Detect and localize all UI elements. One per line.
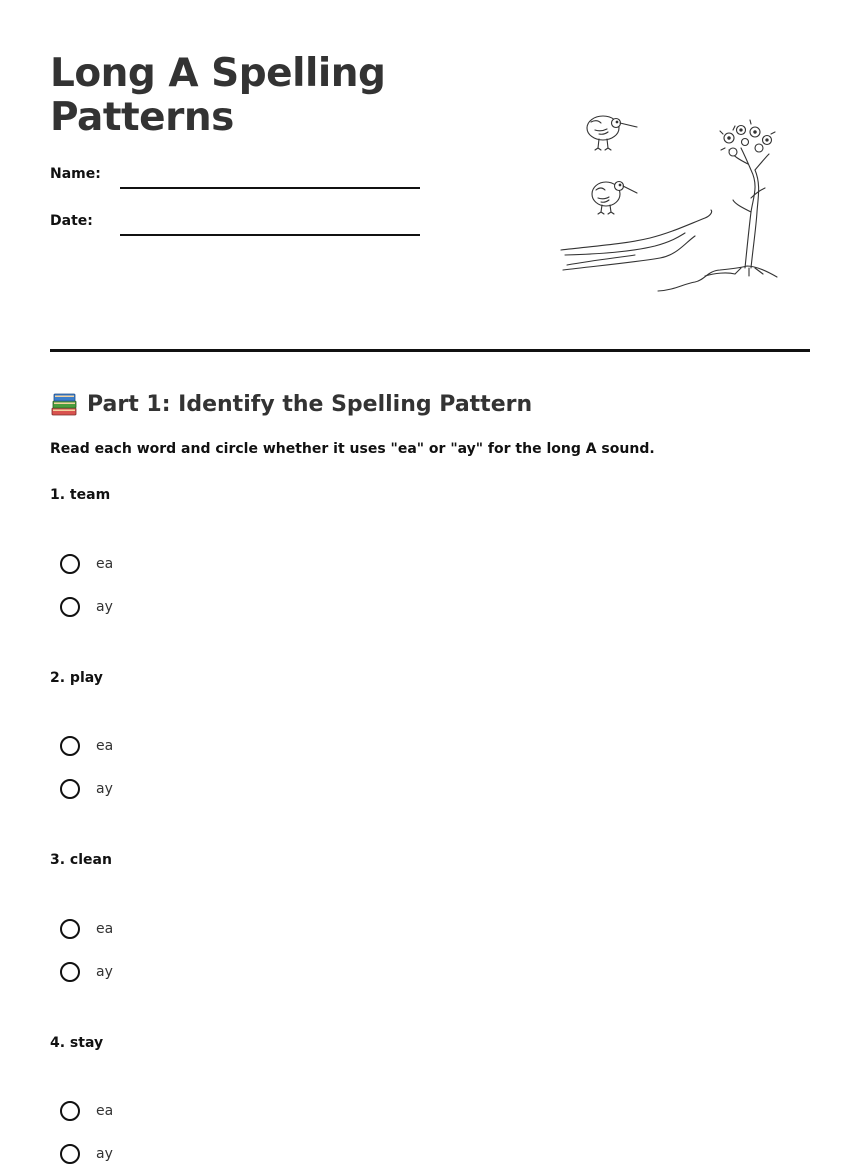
question-1-option-ay[interactable] xyxy=(60,595,113,619)
option-label: ea xyxy=(96,1103,114,1119)
question-3-option-ea[interactable] xyxy=(60,917,113,941)
radio-circle-icon[interactable] xyxy=(60,1144,80,1164)
radio-circle-icon[interactable] xyxy=(60,919,80,939)
question-2-label: 2. play xyxy=(50,670,103,686)
section-divider xyxy=(50,349,810,352)
option-label: ay xyxy=(96,964,113,980)
part1-instructions: Read each word and circle whether it uses "ea" or "ay" for the long A sound. xyxy=(50,441,655,457)
question-1-option-ea[interactable] xyxy=(60,552,113,576)
question-4-label: 4. stay xyxy=(50,1035,104,1051)
question-3 xyxy=(50,852,810,992)
date-field[interactable] xyxy=(120,234,420,236)
option-label: ea xyxy=(96,738,114,754)
radio-circle-icon[interactable] xyxy=(60,1101,80,1121)
radio-circle-icon[interactable] xyxy=(60,962,80,982)
name-field[interactable] xyxy=(120,187,420,189)
option-label: ay xyxy=(96,781,113,797)
kiwi-birds-and-tree-icon xyxy=(555,108,785,298)
radio-circle-icon[interactable] xyxy=(60,554,80,574)
part1-title: Part 1: Identify the Spelling Pattern xyxy=(87,391,533,417)
question-1 xyxy=(50,487,810,627)
option-label: ay xyxy=(96,599,113,615)
name-label: Name: xyxy=(50,166,101,182)
option-label: ea xyxy=(96,921,114,937)
question-3-label: 3. clean xyxy=(50,852,112,868)
part1-header xyxy=(50,388,532,420)
question-2 xyxy=(50,670,810,810)
option-label: ay xyxy=(96,1146,113,1162)
radio-circle-icon[interactable] xyxy=(60,736,80,756)
option-label: ea xyxy=(96,556,114,572)
radio-circle-icon[interactable] xyxy=(60,779,80,799)
question-4 xyxy=(50,1035,810,1161)
date-label: Date: xyxy=(50,213,93,229)
books-icon xyxy=(50,390,78,418)
question-4-option-ay[interactable] xyxy=(60,1142,113,1166)
question-4-option-ea[interactable] xyxy=(60,1099,113,1123)
question-2-option-ay[interactable] xyxy=(60,777,113,801)
radio-circle-icon[interactable] xyxy=(60,597,80,617)
question-2-option-ea[interactable] xyxy=(60,734,113,758)
worksheet-title: Long A Spelling Patterns xyxy=(50,51,386,140)
question-3-option-ay[interactable] xyxy=(60,960,113,984)
question-1-label: 1. team xyxy=(50,487,111,503)
